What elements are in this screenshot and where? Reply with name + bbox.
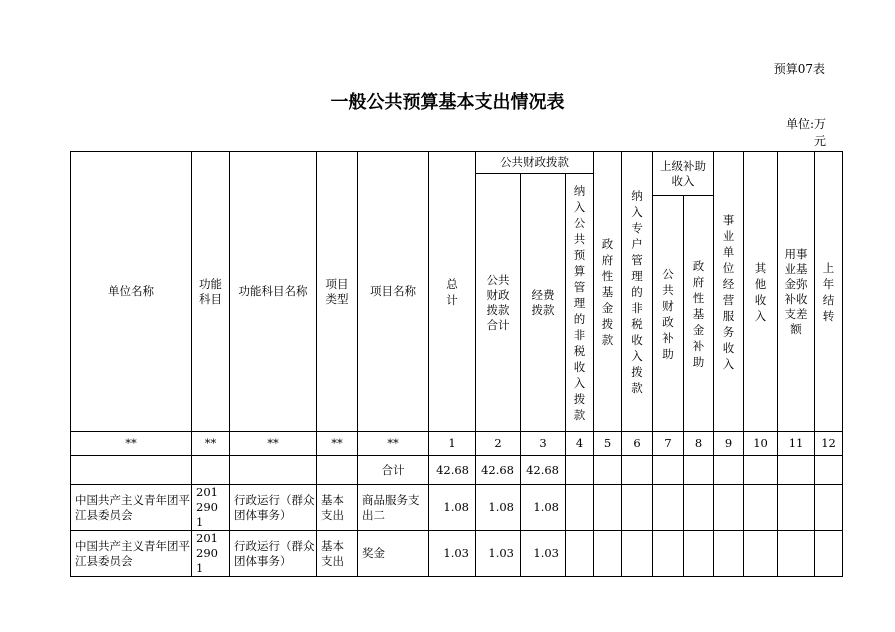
index-cell: 4 (566, 432, 594, 456)
total-label: 合计 (358, 456, 429, 485)
header-unit-name: 单位名称 (71, 152, 192, 432)
index-cell: 1 (429, 432, 476, 456)
row-funding: 1.08 (521, 485, 566, 531)
index-cell: ** (192, 432, 230, 456)
header-upper-subsidy: 上级补助收入 (653, 152, 714, 196)
index-row (71, 432, 843, 456)
total-public-fiscal: 42.68 (476, 456, 521, 485)
row-public-fiscal: 1.08 (476, 485, 521, 531)
index-cell: 2 (476, 432, 521, 456)
index-cell: 9 (714, 432, 744, 456)
header-gov-fund: 政府性基金拨款 (594, 152, 622, 432)
index-cell: 11 (778, 432, 815, 456)
index-cell: 6 (622, 432, 653, 456)
row-code: 2012901 (192, 531, 230, 577)
row-item: 商品服务支出二 (358, 485, 429, 531)
header-fund-deficit: 用事业基金弥补收支差额 (778, 152, 815, 432)
index-cell: 5 (594, 432, 622, 456)
index-cell: 8 (684, 432, 714, 456)
row-func: 行政运行（群众团体事务） (230, 485, 317, 531)
index-cell: ** (230, 432, 317, 456)
row-func: 行政运行（群众团体事务） (230, 531, 317, 577)
header-last-year: 上年结转 (815, 152, 843, 432)
row-type: 基本支出 (317, 531, 358, 577)
row-total: 1.03 (429, 531, 476, 577)
total-row (71, 456, 843, 485)
table-row (71, 531, 843, 577)
header-business-income: 事业单位经营服务收入 (714, 152, 744, 432)
header-public-fiscal: 公共财政拨款 (476, 152, 594, 174)
header-public-fiscal-total: 公共财政拨款合计 (476, 174, 521, 432)
header-other-income: 其他收入 (744, 152, 778, 432)
row-type: 基本支出 (317, 485, 358, 531)
header-total: 总计 (429, 152, 476, 432)
table-row (71, 485, 843, 531)
header-funding: 经费拨款 (521, 174, 566, 432)
header-item-type: 项目类型 (317, 152, 358, 432)
row-unit: 中国共产主义青年团平江县委员会 (71, 485, 192, 531)
total-total: 42.68 (429, 456, 476, 485)
header-gov-fund-subsidy: 政府性基金补助 (684, 196, 714, 432)
header-non-tax-special: 纳入专户管理的非税收入拨款 (622, 152, 653, 432)
index-cell: 12 (815, 432, 843, 456)
row-unit: 中国共产主义青年团平江县委员会 (71, 531, 192, 577)
index-cell: ** (358, 432, 429, 456)
row-item: 奖金 (358, 531, 429, 577)
row-public-fiscal: 1.03 (476, 531, 521, 577)
index-cell: ** (71, 432, 192, 456)
page-title: 一般公共预算基本支出情况表 (330, 92, 565, 113)
row-total: 1.08 (429, 485, 476, 531)
row-funding: 1.03 (521, 531, 566, 577)
header-func-code: 功能科目 (192, 152, 230, 432)
total-funding: 42.68 (521, 456, 566, 485)
index-cell: 7 (653, 432, 684, 456)
header-func-name: 功能科目名称 (230, 152, 317, 432)
index-cell: ** (317, 432, 358, 456)
unit-label: 单位:万元 (785, 117, 826, 148)
index-cell: 3 (521, 432, 566, 456)
index-cell: 10 (744, 432, 778, 456)
budget-table (70, 151, 843, 577)
header-item-name: 项目名称 (358, 152, 429, 432)
header-public-fiscal-subsidy: 公共财政补助 (653, 196, 684, 432)
row-code: 2012901 (192, 485, 230, 531)
header-non-tax-public: 纳入公共预算管理的非税收入拨款 (566, 174, 594, 432)
form-number: 预算07表 (773, 62, 825, 76)
